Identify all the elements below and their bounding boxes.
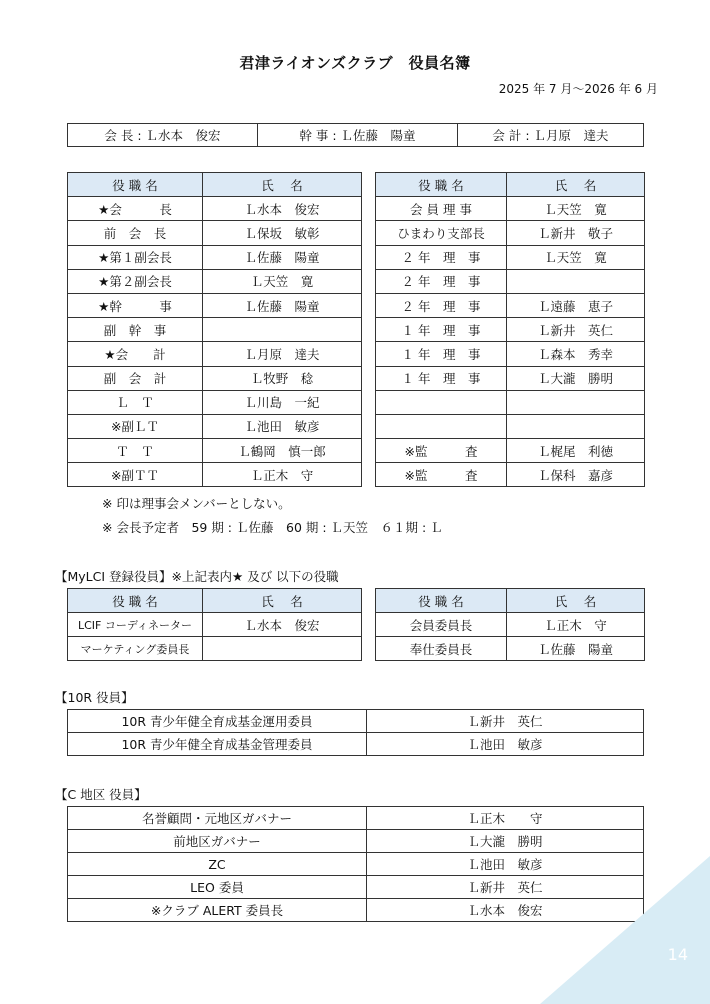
table-row: [68, 733, 644, 756]
role-cell: ２ 年 理 事: [376, 245, 507, 269]
column-header-name: 氏 名: [507, 173, 645, 197]
table-header-row: [376, 173, 645, 197]
name-cell: Ｌ川島 一紀: [203, 390, 362, 414]
column-header-role: 役 職 名: [376, 173, 507, 197]
name-cell: Ｌ正木 守: [367, 807, 644, 830]
role-cell: ※監 査: [376, 463, 507, 487]
treasurer-cell: 会 計 : Ｌ月原 達夫: [458, 124, 644, 147]
table-row: [376, 366, 645, 390]
role-cell: 副 会 計: [68, 366, 203, 390]
table-header-row: [68, 173, 362, 197]
name-cell: [203, 637, 362, 661]
column-header-role: 役 職 名: [68, 589, 203, 613]
table-row: [68, 390, 362, 414]
table-row: [68, 197, 362, 221]
name-cell: Ｌ水本 俊宏: [203, 613, 362, 637]
column-header-name: 氏 名: [203, 589, 362, 613]
table-row: [68, 221, 362, 245]
name-cell: [507, 414, 645, 438]
name-cell: Ｌ新井 敬子: [507, 221, 645, 245]
role-cell: ZC: [68, 853, 367, 876]
table-row: [68, 318, 362, 342]
name-cell: [507, 390, 645, 414]
table-row: [68, 439, 362, 463]
table-row: [376, 269, 645, 293]
table-row: [376, 463, 645, 487]
table-row: [68, 342, 362, 366]
name-cell: Ｌ森本 秀幸: [507, 342, 645, 366]
name-cell: Ｌ新井 英仁: [507, 318, 645, 342]
table-row: [68, 637, 362, 661]
roster-left-table: [67, 172, 362, 487]
role-cell: ※監 査: [376, 439, 507, 463]
name-cell: Ｌ正木 守: [203, 463, 362, 487]
secretary-cell: 幹 事 : Ｌ佐藤 陽童: [258, 124, 458, 147]
role-cell: マーケティング委員長: [68, 637, 203, 661]
role-cell: Ｔ Ｔ: [68, 439, 203, 463]
role-cell: 奉仕委員長: [376, 637, 507, 661]
role-cell: ★第２副会長: [68, 269, 203, 293]
role-cell: ★会 計: [68, 342, 203, 366]
mylci-heading: 【MyLCI 登録役員】※上記表内★ 及び 以下の役職: [55, 569, 339, 584]
name-cell: Ｌ池田 敏彦: [203, 414, 362, 438]
name-cell: Ｌ池田 敏彦: [367, 853, 644, 876]
r10-heading: 【10R 役員】: [55, 690, 134, 705]
role-cell: Ｌ Ｔ: [68, 390, 203, 414]
name-cell: Ｌ新井 英仁: [367, 876, 644, 899]
mylci-right-table: [375, 588, 645, 661]
table-row: [376, 613, 645, 637]
note-board-members: ※ 印は理事会メンバーとしない。: [102, 496, 291, 511]
term-period: 2025 年 7 月～2026 年 6 月: [498, 82, 658, 96]
table-row: [376, 439, 645, 463]
role-cell: 副 幹 事: [68, 318, 203, 342]
name-cell: Ｌ梶尾 利徳: [507, 439, 645, 463]
role-cell: LEO 委員: [68, 876, 367, 899]
corner-decoration: [540, 856, 710, 1004]
name-cell: Ｌ水本 俊宏: [367, 899, 644, 922]
name-cell: Ｌ正木 守: [507, 613, 645, 637]
officers-summary-table: [67, 123, 644, 147]
name-cell: Ｌ大瀧 勝明: [507, 366, 645, 390]
table-row: [68, 463, 362, 487]
table-row: [376, 390, 645, 414]
name-cell: Ｌ天笠 寛: [203, 269, 362, 293]
table-row: [68, 830, 644, 853]
name-cell: Ｌ佐藤 陽童: [507, 637, 645, 661]
table-row: [376, 245, 645, 269]
table-row: [68, 124, 644, 147]
name-cell: Ｌ保坂 敏彰: [203, 221, 362, 245]
role-cell: ※副ＴＴ: [68, 463, 203, 487]
role-cell: 10R 青少年健全育成基金管理委員: [68, 733, 367, 756]
role-cell: ※副ＬＴ: [68, 414, 203, 438]
role-cell: ★会 長: [68, 197, 203, 221]
table-row: [68, 710, 644, 733]
name-cell: Ｌ新井 英仁: [367, 710, 644, 733]
roster-right-table: [375, 172, 645, 487]
table-row: [376, 342, 645, 366]
name-cell: Ｌ牧野 稔: [203, 366, 362, 390]
role-cell: [376, 390, 507, 414]
table-row: [68, 245, 362, 269]
role-cell: 前地区ガバナー: [68, 830, 367, 853]
mylci-left-table: [67, 588, 362, 661]
table-row: [376, 293, 645, 317]
name-cell: Ｌ天笠 寛: [507, 245, 645, 269]
table-row: [68, 807, 644, 830]
table-row: [68, 269, 362, 293]
name-cell: Ｌ大瀧 勝明: [367, 830, 644, 853]
role-cell: １ 年 理 事: [376, 318, 507, 342]
role-cell: １ 年 理 事: [376, 342, 507, 366]
cdistrict-heading: 【C 地区 役員】: [55, 787, 147, 802]
table-header-row: [68, 589, 362, 613]
name-cell: Ｌ遠藤 恵子: [507, 293, 645, 317]
role-cell: 前 会 長: [68, 221, 203, 245]
column-header-name: 氏 名: [203, 173, 362, 197]
role-cell: ★第１副会長: [68, 245, 203, 269]
note-president-elect: ※ 会長予定者 59 期 : Ｌ佐藤 60 期 : Ｌ天笠 ６１期 : Ｌ: [102, 520, 443, 535]
role-cell: 会員委員長: [376, 613, 507, 637]
page-title: 君津ライオンズクラブ 役員名簿: [239, 54, 471, 72]
name-cell: Ｌ佐藤 陽童: [203, 245, 362, 269]
table-header-row: [376, 589, 645, 613]
name-cell: Ｌ佐藤 陽童: [203, 293, 362, 317]
table-row: [376, 197, 645, 221]
column-header-name: 氏 名: [507, 589, 645, 613]
column-header-role: 役 職 名: [68, 173, 203, 197]
table-row: [68, 366, 362, 390]
table-row: [376, 414, 645, 438]
name-cell: [203, 318, 362, 342]
role-cell: 10R 青少年健全育成基金運用委員: [68, 710, 367, 733]
table-row: [68, 613, 362, 637]
table-row: [376, 318, 645, 342]
role-cell: LCIF コーディネーター: [68, 613, 203, 637]
name-cell: Ｌ保科 嘉彦: [507, 463, 645, 487]
role-cell: [376, 414, 507, 438]
r10-table: [67, 709, 644, 756]
role-cell: ※クラブ ALERT 委員長: [68, 899, 367, 922]
role-cell: ２ 年 理 事: [376, 293, 507, 317]
page-number: 14: [667, 945, 688, 964]
role-cell: 会 員 理 事: [376, 197, 507, 221]
name-cell: Ｌ池田 敏彦: [367, 733, 644, 756]
role-cell: ★幹 事: [68, 293, 203, 317]
table-row: [68, 414, 362, 438]
table-row: [68, 293, 362, 317]
role-cell: ひまわり支部長: [376, 221, 507, 245]
role-cell: ２ 年 理 事: [376, 269, 507, 293]
name-cell: Ｌ水本 俊宏: [203, 197, 362, 221]
name-cell: [507, 269, 645, 293]
name-cell: Ｌ鶴岡 慎一郎: [203, 439, 362, 463]
name-cell: Ｌ月原 達夫: [203, 342, 362, 366]
column-header-role: 役 職 名: [376, 589, 507, 613]
president-cell: 会 長 : Ｌ水本 俊宏: [68, 124, 258, 147]
role-cell: １ 年 理 事: [376, 366, 507, 390]
role-cell: 名誉顧問・元地区ガバナー: [68, 807, 367, 830]
name-cell: Ｌ天笠 寛: [507, 197, 645, 221]
table-row: [376, 221, 645, 245]
table-row: [376, 637, 645, 661]
